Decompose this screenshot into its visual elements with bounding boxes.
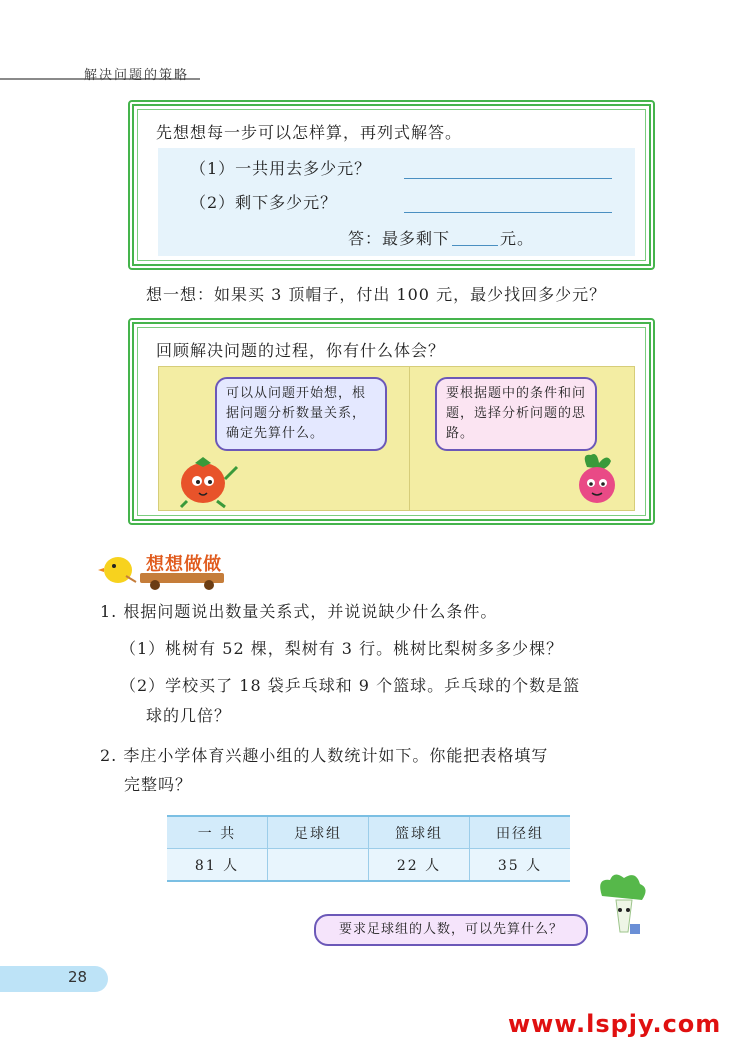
- watermark: www.lspjy.com: [508, 1010, 722, 1038]
- speech-bubble-left: 可以从问题开始想，根据问题分析数量关系，确定先算什么。: [215, 377, 387, 451]
- answer-line-2[interactable]: [404, 212, 612, 213]
- page-number: 28: [68, 968, 88, 986]
- exercise-2-cont: 完整吗？: [124, 775, 193, 794]
- answer-line-1[interactable]: [404, 178, 612, 179]
- table-header-cell: 一 共: [167, 816, 268, 849]
- solution-frame-title: 先想想每一步可以怎样算，再列式解答。: [156, 123, 463, 142]
- panel-divider: [409, 367, 410, 510]
- hint-bubble: 要求足球组的人数，可以先算什么？: [314, 914, 588, 946]
- group-stats-table: [167, 815, 570, 882]
- solution-frame: [128, 100, 655, 270]
- table-header-cell: 篮球组: [369, 816, 470, 849]
- header-title: 解决问题的策略: [84, 68, 190, 83]
- review-frame: [128, 318, 655, 525]
- page-number-tab: [0, 966, 108, 992]
- question-1: （1）一共用去多少元？: [190, 159, 372, 178]
- table-header-cell: 田径组: [496, 825, 544, 842]
- table-cell: 22 人: [369, 849, 470, 882]
- review-frame-title: 回顾解决问题的过程，你有什么体会？: [156, 341, 446, 360]
- answer-prefix: 答：最多剩下: [348, 229, 451, 248]
- wagon-wheel-icon: [204, 580, 214, 590]
- answer-sentence: [348, 226, 534, 249]
- speech-bubble-right: 要根据题中的条件和问题，选择分析问题的思路。: [435, 377, 597, 451]
- exercise-1-sub-1: （1）桃树有 52 棵，梨树有 3 行。桃树比梨树多多少棵？: [120, 639, 564, 658]
- exercise-2: 2. 李庄小学体育兴趣小组的人数统计如下。你能把表格填写: [100, 746, 549, 765]
- review-panel: [158, 366, 635, 511]
- answer-blank[interactable]: [452, 231, 498, 246]
- question-2: （2）剩下多少元？: [190, 193, 338, 212]
- section-title: 想想做做: [146, 554, 222, 575]
- wagon-wheel-icon: [150, 580, 160, 590]
- cabbage-character-icon: [592, 872, 652, 944]
- think-question: 想一想：如果买 3 顶帽子，付出 100 元，最少找回多少元？: [146, 285, 607, 304]
- table-row: [167, 849, 570, 882]
- radish-character-icon: [567, 451, 627, 511]
- exercise-1: 1. 根据问题说出数量关系式，并说说缺少什么条件。: [100, 602, 498, 621]
- table-header-row: [167, 816, 570, 849]
- chick-icon: [96, 548, 144, 588]
- answer-suffix: 元。: [500, 229, 535, 248]
- table-cell-blank[interactable]: [268, 849, 369, 882]
- exercise-1-sub-2-cont: 球的几倍？: [146, 706, 232, 725]
- table-cell: 81 人: [167, 849, 268, 882]
- table-header-cell: 足球组: [268, 816, 369, 849]
- solution-panel: [158, 148, 635, 256]
- table-cell: 35 人: [497, 857, 543, 874]
- exercise-1-sub-2: （2）学校买了 18 袋乒乓球和 9 个篮球。乒乓球的个数是篮: [120, 676, 581, 695]
- tomato-character-icon: [173, 449, 243, 509]
